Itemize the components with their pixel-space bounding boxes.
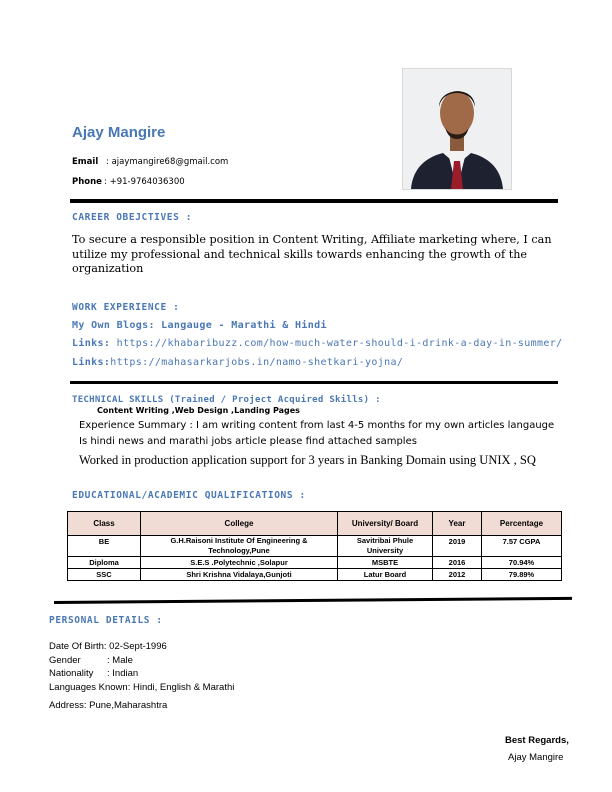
table-cell: Diploma [68, 557, 141, 569]
experience-summary-line-2: Is hindi news and marathi jobs article please find attached samples [79, 436, 417, 447]
nationality-line [49, 668, 138, 679]
nationality-value: : Indian [107, 668, 139, 679]
link-label: Links: [72, 357, 111, 368]
phone-value: : +91-9764036300 [104, 177, 185, 187]
email-line [72, 157, 228, 167]
table-cell: G.H.Raisoni Institute Of Engineering & Technology,Pune [141, 536, 338, 557]
link-label: Links: [72, 338, 117, 349]
table-cell: Shri Krishna Vidalaya,Gunjoti [141, 569, 338, 581]
table-cell: 7.57 CGPA [482, 536, 562, 557]
column-header: Percentage [482, 512, 562, 536]
profile-photo [402, 68, 512, 190]
table-cell: S.E.S .Polytechnic ,Solapur [141, 557, 338, 569]
nationality-label: Nationality [49, 668, 94, 679]
personal-heading: PERSONAL DETAILS : [49, 615, 163, 626]
signature-name: Ajay Mangire [508, 752, 564, 763]
career-objective-text: To secure a responsible position in Content Writing, Affiliate marketing where, I can utilize my professional and technical skills towards enhancing the growth of the organization [72, 233, 552, 275]
languages-line: Languages Known: Hindi, English & Marathi [49, 682, 235, 693]
table-cell: SSC [68, 569, 141, 581]
email-value: : ajaymangire68@gmail.com [106, 157, 229, 167]
table-cell: BE [68, 536, 141, 557]
blog-line: My Own Blogs: Langauge - Marathi & Hindi [72, 320, 327, 331]
link-line-1 [72, 338, 563, 349]
dob-line: Date Of Birth: 02-Sept-1996 [49, 641, 167, 652]
link-line-2 [72, 357, 403, 368]
table-cell: 2019 [433, 536, 482, 557]
table-header-row [68, 512, 562, 536]
skills-heading: TECHNICAL SKILLS (Trained / Project Acquired Skills) : [72, 395, 381, 405]
column-header: Class [68, 512, 141, 536]
work-heading: WORK EXPERIENCE : [72, 302, 180, 313]
section-divider [70, 199, 558, 203]
address-line: Address: Pune,Maharashtra [49, 700, 168, 711]
phone-line [72, 177, 185, 187]
table-row [68, 569, 562, 581]
blog-link-1[interactable]: https://khabaribuzz.com/how-much-water-should-i-drink-a-day-in-summer/ [116, 338, 563, 349]
gender-label: Gender [49, 655, 81, 666]
column-header: University/ Board [338, 512, 433, 536]
experience-summary-line-1: Experience Summary : I am writing content from last 4-5 months for my own articles langauge [79, 420, 555, 431]
production-support-line: Worked in production application support for 3 years in Banking Domain using UNIX , SQ [79, 453, 536, 467]
table-cell: Latur Board [338, 569, 433, 581]
gender-value: : Male [107, 655, 133, 666]
skills-list: Content Writing ,Web Design ,Landing Pages [97, 406, 300, 415]
table-cell: Savitribai Phule University [338, 536, 433, 557]
column-header: Year [433, 512, 482, 536]
table-row [68, 536, 562, 557]
regards-text: Best Regards, [505, 735, 569, 746]
candidate-name: Ajay Mangire [72, 124, 166, 141]
table-cell: 2016 [433, 557, 482, 569]
email-label: Email [72, 157, 99, 167]
gender-line [49, 655, 133, 666]
table-cell: 79.89% [482, 569, 562, 581]
education-heading: EDUCATIONAL/ACADEMIC QUALIFICATIONS : [72, 490, 306, 501]
column-header: College [141, 512, 338, 536]
education-table [67, 511, 562, 581]
table-row [68, 557, 562, 569]
table-cell: 2012 [433, 569, 482, 581]
career-heading: CAREER OBEJCTIVES : [72, 212, 193, 223]
section-divider [70, 381, 558, 384]
table-cell: MSBTE [338, 557, 433, 569]
section-divider [54, 597, 572, 604]
table-cell: 70.94% [482, 557, 562, 569]
phone-label: Phone [72, 177, 102, 187]
blog-link-2[interactable]: https://mahasarkarjobs.in/namo-shetkari-yojna/ [110, 357, 404, 368]
